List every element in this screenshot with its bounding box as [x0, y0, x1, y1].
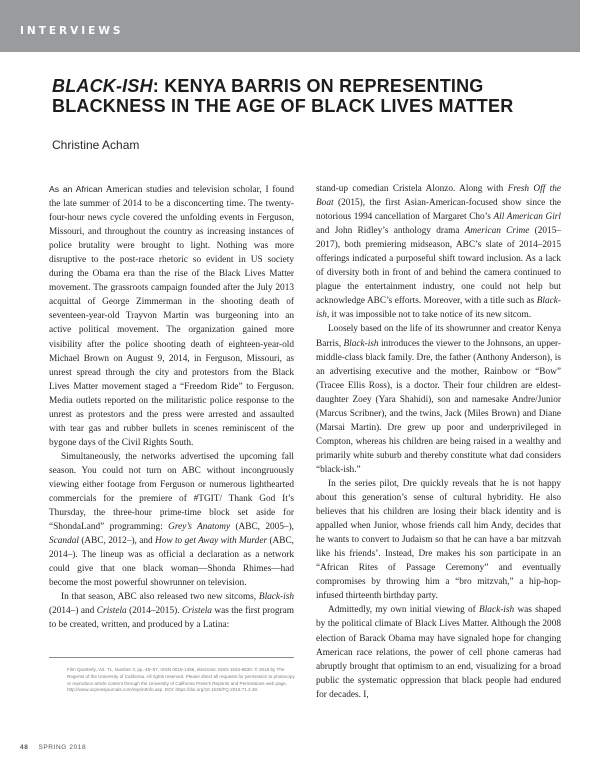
paragraph: As an African American studies and television scholar, I found the late summer of 2014 to be a disconcerting time. The twenty-four-hour news cycle covered the unfolding events in Ferguson, Missouri, and throughout the country as increasing instances of police brutality were brought to light. Nothing was more disruptive to the post-race rhetoric so evident in US society during the Obama era than the rise of the Black Lives Matter movement. The grassroots campaign founded after the July 2013 acquittal of George Zimmerman in the shooting death of seventeen-year-old Trayvon Martin was burgeoning into an active political movement. The organization gained more visibility after the police shooting death of eighteen-year-old Michael Brown on August 9, 2014, in Ferguson, Missouri, as unrest spread through the city and protestors from the Black Lives Matter movement staged a “Freedom Ride” to Ferguson. Media outlets reported on the militaristic police response to the unrest as protestors and the press were arrested and assaulted with tear gas and rubber bullets in scenes reminiscent of the bygone days of the Civil Rights South.: [49, 184, 295, 448]
article-title: [52, 76, 562, 116]
section-label: INTERVIEWS: [20, 25, 124, 37]
paragraph: Admittedly, my own initial viewing of Black-ish was shaped by the political climate of Black Lives Matter. Although the 2008 election of Barack Obama may have signaled hope for changing American race relations, the power of cell phone cameras had abruptly brought that optimism to an end, visualizing for a broad public the systematic oppression that black people had endured for decades. I,: [316, 605, 561, 700]
header-band: [0, 0, 580, 52]
paragraph: In that season, ABC also released two new sitcoms, Black-ish (2014–) and Cristela (2014–2015). Cristela was the first program to be created, written, and produced by a Latina:: [49, 592, 294, 631]
left-column: [49, 182, 294, 633]
publication-note: Film Quarterly, Vol. 71, Number 3, pp. 48–57, ISSN 0015-1386, electronic ISSN 1533-8630. © 2018 by The Regents of the University of California. All rights reserved. Please direct all requests for permission to photocopy or reproduce article content through the University of California Press’s Reprints and Permissions web page, http://www.ucpressjournals.com/reprintInfo.asp. DOI: https://doi.org/10.1525/FQ.2018.71.3.48.: [67, 667, 295, 693]
right-column: [316, 182, 561, 702]
footnote-rule: [49, 657, 294, 658]
page-footer: [20, 744, 86, 751]
issue-label: SPRING 2018: [38, 744, 87, 751]
title-show-name: BLACK-ISH: [52, 76, 153, 96]
page-number: 48: [20, 744, 29, 751]
author-name: Christine Acham: [52, 138, 140, 152]
lead-in: As an African: [49, 184, 103, 194]
title-rest: : KENYA BARRIS ON REPRESENTING BLACKNESS IN THE AGE OF BLACK LIVES MATTER: [52, 76, 514, 116]
paragraph: Loosely based on the life of its showrunner and creator Kenya Barris, Black-ish introduces the viewer to the Johnsons, an upper-middle-class black family. Dre, the father (Anthony Anderson), is an advertising executive and the mother, Rainbow or “Bow” (Tracee Ellis Ross), is a doctor. Their four children are eldest-daughter Zoey (Yara Shahidi), son and namesake Andre/Junior (Marcus Scribner), and the twins, Jack (Miles Brown) and Diane (Marsai Martin). Dre grew up poor and underprivileged in Compton, whereas his children are being raised in a wealthy and primarily white suburb and thereby constitute what dad considers “black-ish.”: [316, 324, 561, 475]
paragraph: Simultaneously, the networks advertised the upcoming fall season. You could not turn on ABC without incongruously viewing either footage from Ferguson or numerous lighthearted commercials for the premiere of #TGIT/ Thank God It’s Thursday, the three-hour prime-time block set aside for “ShondaLand” programming: Grey’s Anatomy (ABC, 2005–), Scandal (ABC, 2012–), and How to get Away with Murder (ABC, 2014–). The lineup was as official a declaration as a network could give that one black woman—Shonda Rhimes—had become the most powerful showrunner on television.: [49, 451, 294, 589]
paragraph: stand-up comedian Cristela Alonzo. Along with Fresh Off the Boat (2015), the first Asian-American-focused show since the notorious 1994 cancellation of Margaret Cho’s All American Girl and John Ridley’s anthology drama American Crime (2015–2017), both premiering midseason, ABC’s slate of 2014–2015 offerings indicated a purposeful shift toward inclusion. As a lack of diversity both in front of and behind the camera continued to plague the entertainment industry, one could not help but acknowledge ABC’s efforts. Moreover, with a title such as Black-ish, it was impossible not to take notice of its new sitcom.: [316, 184, 561, 321]
paragraph: In the series pilot, Dre quickly reveals that he is not happy about this generation’s sense of cultural hybridity. He also believes that his children are losing their black identity and is appalled when Junior, whose friends call him Andy, decides that he wants to convert to Judaism so that he can have a bar mitzvah like his friends’. Instead, Dre makes his son participate in an “African Rites of Passage Ceremony” and eventually compromises by throwing him a “bro mitzvah,” a hip-hop-infused thirteenth birthday party.: [316, 478, 561, 602]
